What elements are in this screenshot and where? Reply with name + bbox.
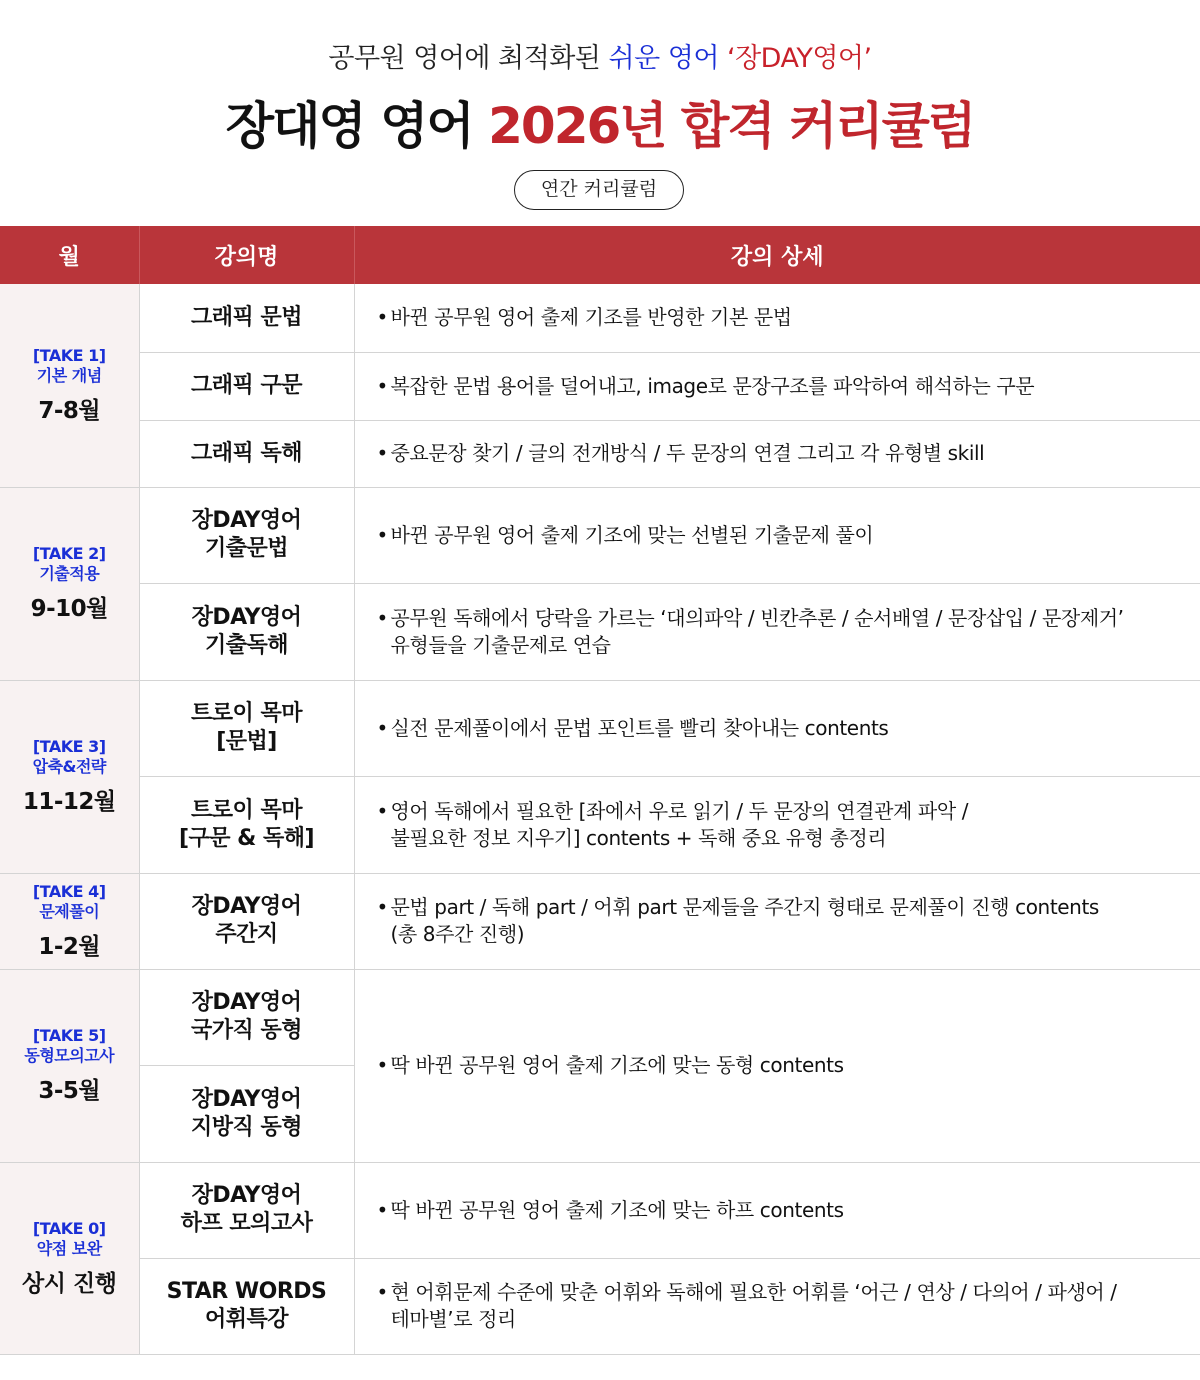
course-name-line2: 어휘특강 bbox=[204, 1307, 288, 1332]
subtitle-highlight-blue: 쉬운 영어 bbox=[608, 43, 719, 74]
annual-curriculum-pill: 연간 커리큘럼 bbox=[514, 170, 684, 210]
course-name-line2: 기출문법 bbox=[204, 536, 288, 561]
page-header bbox=[0, 0, 1200, 226]
course-name-line1: 장DAY영어 bbox=[191, 508, 302, 533]
course-detail: 중요문장 찾기 / 글의 전개방식 / 두 문장의 연결 그리고 각 유형별 skill bbox=[390, 441, 985, 465]
course-name-cell bbox=[139, 776, 354, 873]
course-detail: 바뀐 공무원 영어 출제 기조를 반영한 기본 문법 bbox=[390, 305, 792, 330]
stage-label: 동형모의고사 bbox=[24, 1046, 115, 1065]
take-label: [TAKE 5] bbox=[32, 1026, 106, 1045]
take-label: [TAKE 1] bbox=[32, 345, 106, 365]
table-row bbox=[0, 873, 1200, 969]
course-detail-cell: • 영어 독해에서 필요한 [좌에서 우로 읽기 / 두 문장의 연결관계 파악 / 불필요한 정보 지우기] contents + 독해 중요 유형 총정리 bbox=[354, 776, 1200, 873]
period-label: 1-2월 bbox=[38, 933, 101, 960]
period-label: 3-5월 bbox=[38, 1078, 101, 1104]
course-detail-line2: (총 8주간 진행) bbox=[390, 922, 525, 946]
subtitle-highlight-red: ‘장DAY영어’ bbox=[727, 43, 872, 74]
course-name: 그래픽 구문 bbox=[191, 373, 302, 398]
course-detail: 실전 문제풀이에서 문법 포인트를 빨리 찾아내는 contents bbox=[390, 715, 889, 740]
course-name-line2: 하프 모의고사 bbox=[180, 1211, 313, 1236]
table-row bbox=[0, 420, 1200, 487]
course-name-line1: 장DAY영어 bbox=[191, 1086, 302, 1112]
take-label: [TAKE 2] bbox=[32, 544, 106, 563]
course-name-line1: 장DAY영어 bbox=[191, 1183, 302, 1208]
course-name-cell bbox=[139, 284, 354, 352]
course-detail-cell: • 중요문장 찾기 / 글의 전개방식 / 두 문장의 연결 그리고 각 유형별 skill bbox=[354, 420, 1200, 487]
course-name-cell bbox=[139, 1162, 354, 1258]
take-label: [TAKE 3] bbox=[32, 737, 106, 756]
course-name-cell bbox=[139, 420, 354, 487]
column-header-detail: 강의 상세 bbox=[354, 226, 1200, 284]
table-row bbox=[0, 583, 1200, 680]
month-cell bbox=[0, 873, 139, 969]
course-name-line2: 주간지 bbox=[215, 922, 278, 947]
course-detail-line2: 불필요한 정보 지우기] contents + 독해 중요 유형 총정리 bbox=[390, 825, 887, 850]
course-name-line2: 지방직 동형 bbox=[191, 1114, 302, 1140]
course-detail-cell: • 바뀐 공무원 영어 출제 기조에 맞는 선별된 기출문제 풀이 bbox=[354, 487, 1200, 583]
course-name-cell bbox=[139, 680, 354, 776]
table-row bbox=[0, 969, 1200, 1065]
course-name-line2: 기출독해 bbox=[204, 632, 288, 658]
curriculum-table bbox=[0, 226, 1200, 1355]
course-detail-line2: 테마별’로 정리 bbox=[390, 1307, 516, 1331]
period-label: 7-8월 bbox=[38, 397, 101, 424]
title-red-part: 2026년 합격 커리큘럼 bbox=[488, 97, 975, 155]
course-name-line1: 트로이 목마 bbox=[191, 797, 302, 823]
stage-label: 기출적용 bbox=[39, 564, 100, 583]
stage-label: 기본 개념 bbox=[36, 365, 102, 385]
course-detail-line1: 공무원 독해에서 당락을 가르는 ‘대의파악 / 빈칸추론 / 순서배열 / 문장삽입 / 문장제거’ bbox=[390, 605, 1124, 630]
period-label: 9-10월 bbox=[30, 596, 108, 622]
course-detail-cell: • 딱 바뀐 공무원 영어 출제 기조에 맞는 하프 contents bbox=[354, 1162, 1200, 1258]
month-cell bbox=[0, 969, 139, 1162]
title-black-part: 장대영 영어 bbox=[225, 97, 473, 155]
course-name-cell bbox=[139, 1258, 354, 1354]
table-row bbox=[0, 680, 1200, 776]
course-detail: 딱 바뀐 공무원 영어 출제 기조에 맞는 하프 contents bbox=[390, 1197, 844, 1222]
course-detail: 복잡한 문법 용어를 덜어내고, image로 문장구조를 파악하여 해석하는 구문 bbox=[390, 373, 1035, 398]
column-header-course: 강의명 bbox=[139, 226, 354, 284]
course-detail-cell: • 딱 바뀐 공무원 영어 출제 기조에 맞는 동형 contents bbox=[354, 969, 1200, 1162]
course-detail: 딱 바뀐 공무원 영어 출제 기조에 맞는 동형 contents bbox=[390, 1053, 844, 1077]
period-label: 상시 진행 bbox=[22, 1270, 117, 1297]
course-name-cell bbox=[139, 873, 354, 969]
subtitle-prefix: 공무원 영어에 최적화된 bbox=[328, 43, 601, 74]
course-detail: 바뀐 공무원 영어 출제 기조에 맞는 선별된 기출문제 풀이 bbox=[390, 522, 874, 547]
course-detail-cell: • 복잡한 문법 용어를 덜어내고, image로 문장구조를 파악하여 해석하는 구문 bbox=[354, 352, 1200, 420]
table-row bbox=[0, 352, 1200, 420]
course-detail-line1: 문법 part / 독해 part / 어휘 part 문제들을 주간지 형태로 문제풀이 진행 contents bbox=[390, 895, 1099, 919]
course-detail-cell: • 공무원 독해에서 당락을 가르는 ‘대의파악 / 빈칸추론 / 순서배열 / 문장삽입 / 문장제거’ 유형들을 기출문제로 연습 bbox=[354, 583, 1200, 680]
course-name-line2: [구문 & 독해] bbox=[178, 825, 315, 851]
stage-label: 문제풀이 bbox=[39, 901, 100, 921]
table-header-row bbox=[0, 226, 1200, 284]
course-detail-cell: • 현 어휘문제 수준에 맞춘 어휘와 독해에 필요한 어휘를 ‘어근 / 연상 / 다의어 / 파생어 / 테마별’로 정리 bbox=[354, 1258, 1200, 1354]
course-name-cell bbox=[139, 352, 354, 420]
course-detail-cell: • 실전 문제풀이에서 문법 포인트를 빨리 찾아내는 contents bbox=[354, 680, 1200, 776]
take-label: [TAKE 4] bbox=[32, 881, 106, 901]
course-name-line1: 장DAY영어 bbox=[191, 990, 302, 1015]
table-row bbox=[0, 776, 1200, 873]
course-name-line2: 국가직 동형 bbox=[191, 1018, 302, 1043]
course-name-line1: 장DAY영어 bbox=[191, 894, 302, 919]
course-detail-line2: 유형들을 기출문제로 연습 bbox=[390, 632, 611, 657]
page-title bbox=[0, 86, 1200, 158]
course-name-line2: [문법] bbox=[216, 729, 277, 754]
stage-label: 압축&전략 bbox=[32, 757, 106, 776]
period-label: 11-12월 bbox=[22, 789, 116, 815]
table-row bbox=[0, 487, 1200, 583]
course-name-line1: 장DAY영어 bbox=[191, 604, 302, 630]
month-cell bbox=[0, 284, 139, 487]
month-cell bbox=[0, 1162, 139, 1354]
course-name-cell bbox=[139, 1065, 354, 1162]
table-row bbox=[0, 1162, 1200, 1258]
course-name: 그래픽 독해 bbox=[191, 440, 302, 466]
course-name-cell bbox=[139, 487, 354, 583]
table-row bbox=[0, 284, 1200, 352]
take-label: [TAKE 0] bbox=[32, 1218, 106, 1238]
course-detail-line1: 현 어휘문제 수준에 맞춘 어휘와 독해에 필요한 어휘를 ‘어근 / 연상 / 다의어 / 파생어 / bbox=[390, 1280, 1117, 1304]
table-row bbox=[0, 1258, 1200, 1354]
course-name-cell bbox=[139, 969, 354, 1065]
stage-label: 약점 보완 bbox=[36, 1238, 102, 1258]
course-name-cell bbox=[139, 583, 354, 680]
page-subtitle bbox=[0, 36, 1200, 75]
course-name: 그래픽 문법 bbox=[191, 304, 302, 330]
month-cell bbox=[0, 487, 139, 680]
course-detail-cell: • 바뀐 공무원 영어 출제 기조를 반영한 기본 문법 bbox=[354, 284, 1200, 352]
course-detail-cell: • 문법 part / 독해 part / 어휘 part 문제들을 주간지 형태로 문제풀이 진행 contents (총 8주간 진행) bbox=[354, 873, 1200, 969]
course-detail-line1: 영어 독해에서 필요한 [좌에서 우로 읽기 / 두 문장의 연결관계 파악 / bbox=[390, 798, 969, 823]
column-header-month: 월 bbox=[0, 226, 139, 284]
month-cell bbox=[0, 680, 139, 873]
course-name-line1: STAR WORDS bbox=[166, 1279, 327, 1304]
course-name-line1: 트로이 목마 bbox=[191, 701, 302, 726]
